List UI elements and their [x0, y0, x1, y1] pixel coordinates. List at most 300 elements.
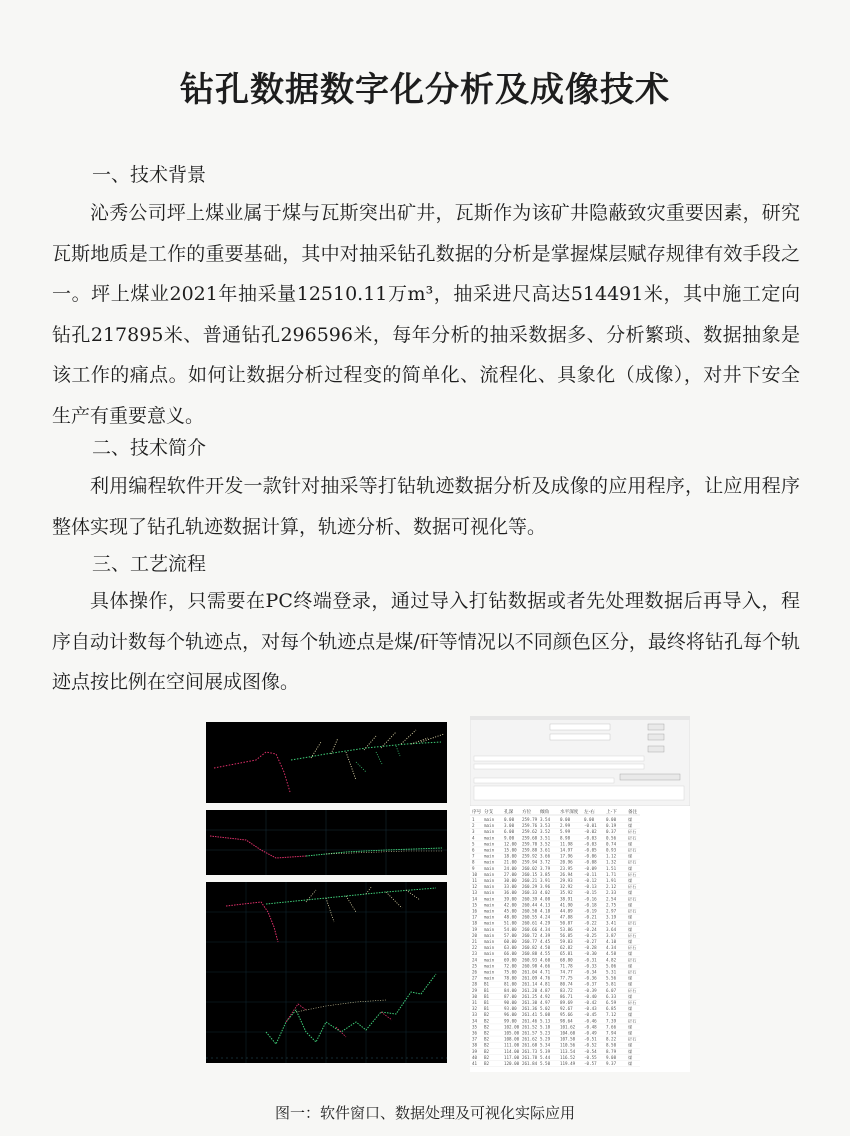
sheet-cell: 6.33 — [606, 993, 617, 999]
sheet-cell: -0.34 — [584, 969, 597, 975]
software-window-screenshot — [470, 716, 690, 1072]
sheet-cell: 4.39 — [540, 932, 551, 938]
sheet-cell: 42.00 — [504, 902, 517, 908]
sheet-cell: 21.00 — [504, 859, 517, 865]
sheet-cell: 35 — [472, 1024, 478, 1030]
sheet-cell: 0.00 — [584, 817, 595, 822]
sheet-cell: 煤 — [628, 926, 633, 932]
sheet-cell: 5.31 — [606, 969, 617, 975]
sheet-cell: main — [484, 884, 495, 890]
sheet-cell: -0.46 — [584, 1018, 597, 1024]
sheet-cell: 7.39 — [606, 1018, 617, 1024]
sheet-cell: 10 — [472, 871, 478, 877]
sheet-cell: 8 — [472, 859, 475, 865]
sheet-cell: 矸石 — [628, 896, 637, 902]
sheet-cell: 89.69 — [560, 1000, 573, 1005]
sheet-cell: B1 — [484, 1006, 490, 1012]
sheet-cell: 3.64 — [606, 926, 617, 932]
sheet-cell: 4.18 — [540, 908, 551, 914]
sheet-cell: 4.58 — [606, 951, 617, 957]
sheet-cell: 4.71 — [540, 969, 551, 975]
sheet-cell: -0.21 — [584, 914, 597, 920]
sheet-cell: 50.87 — [560, 920, 573, 926]
sheet-cell: main — [484, 829, 495, 835]
sheet-cell: 15.00 — [504, 847, 517, 853]
sheet-cell: 5.34 — [540, 1042, 551, 1048]
sheet-cell: -0.36 — [584, 975, 597, 981]
sheet-cell: 77.75 — [560, 975, 573, 981]
sheet-cell: main — [484, 914, 495, 920]
sheet-cell: 煤 — [628, 823, 633, 829]
section-heading-process: 三、工艺流程 — [92, 553, 207, 575]
sheet-cell: B1 — [484, 981, 490, 987]
sheet-cell: 2.99 — [560, 823, 571, 829]
sheet-cell: 4.76 — [540, 975, 551, 981]
sheet-cell: 6.85 — [606, 1006, 617, 1012]
sheet-cell: 22 — [472, 945, 478, 951]
sheet-cell: main — [484, 902, 495, 908]
sheet-cell: 16 — [472, 908, 478, 914]
sheet-cell: 1.32 — [606, 859, 617, 865]
sheet-cell: 261.73 — [522, 1048, 538, 1054]
sheet-cell: 5.18 — [540, 1024, 551, 1030]
sheet-cell: 260.50 — [522, 908, 538, 914]
sheet-cell: main — [484, 823, 495, 829]
sheet-cell: -0.31 — [584, 957, 597, 963]
sheet-cell: 0.00 — [504, 817, 515, 822]
sheet-cell: B2 — [484, 1036, 490, 1042]
sheet-cell: 261.14 — [522, 981, 538, 987]
sheet-cell: main — [484, 865, 495, 871]
sheet-cell: 煤 — [628, 817, 633, 822]
sheet-cell: -0.54 — [584, 1048, 597, 1054]
sheet-cell: 86.71 — [560, 993, 573, 999]
sheet-cell: 4.55 — [540, 951, 551, 957]
software-window — [470, 716, 690, 806]
sheet-cell: 煤 — [628, 841, 633, 847]
sheet-cell: -0.48 — [584, 1024, 597, 1030]
sheet-cell: 19 — [472, 926, 478, 932]
sheet-cell: 11 — [472, 878, 478, 883]
sheet-cell: 6.00 — [504, 829, 515, 835]
sheet-cell: 17.96 — [560, 853, 573, 859]
sheet-cell: 5.29 — [540, 1036, 551, 1042]
sheet-cell: 38.91 — [560, 896, 573, 902]
sheet-cell: 4.92 — [540, 993, 551, 999]
sheet-cell: 4.29 — [540, 920, 551, 926]
sheet-cell: 煤 — [628, 878, 633, 883]
sheet-cell: main — [484, 975, 495, 981]
sheet-cell: 90.00 — [504, 1000, 517, 1005]
sheet-cell: 75.00 — [504, 969, 517, 975]
sheet-cell: 9 — [472, 865, 475, 871]
sheet-cell: 261.62 — [522, 1036, 538, 1042]
sheet-cell: -0.03 — [584, 841, 597, 847]
sheet-cell: 31 — [472, 1000, 478, 1005]
sheet-cell: 40 — [472, 1054, 478, 1060]
sheet-cell: 120.00 — [504, 1061, 520, 1066]
sheet-cell: 80.74 — [560, 981, 573, 987]
sheet-cell: -0.24 — [584, 926, 597, 932]
sheet-cell: 5.02 — [540, 1006, 551, 1012]
sheet-cell: 矸石 — [628, 884, 637, 890]
sheet-cell: -0.19 — [584, 908, 597, 914]
sheet-cell: 14.97 — [560, 847, 573, 853]
sheet-cell: 8.79 — [606, 1048, 617, 1054]
sheet-cell: 3.72 — [540, 859, 551, 865]
sheet-cell: 12.00 — [504, 841, 517, 847]
sheet-cell: 28 — [472, 981, 478, 987]
sheet-cell: 96.00 — [504, 1012, 517, 1018]
sheet-cell: 煤 — [628, 902, 633, 908]
sheet-cell: main — [484, 878, 495, 883]
sheet-cell: -0.03 — [584, 835, 597, 841]
sheet-cell: 1.51 — [606, 865, 617, 871]
sheet-cell: 煤 — [628, 865, 633, 871]
sheet-cell: 260.29 — [522, 884, 538, 890]
sheet-cell: 4.10 — [606, 939, 617, 944]
sheet-cell: 0.00 — [606, 817, 617, 822]
sheet-cell: 45.00 — [504, 908, 517, 914]
sheet-cell: 煤 — [628, 914, 633, 920]
sheet-cell: 81.00 — [504, 981, 517, 987]
page-title: 钻孔数据数字化分析及成像技术 — [180, 70, 670, 110]
sheet-cell: 煤 — [628, 1061, 633, 1066]
sheet-cell: 41 — [472, 1061, 478, 1066]
sheet-cell: 35.92 — [560, 890, 573, 896]
sheet-cell: 83.72 — [560, 987, 573, 993]
sheet-cell: 4.08 — [540, 896, 551, 902]
sheet-cell: 259.79 — [522, 817, 538, 822]
sheet-cell: main — [484, 932, 495, 938]
sheet-cell: 63.00 — [504, 945, 517, 951]
sheet-cell: 32 — [472, 1006, 478, 1012]
trajectory-3d-view — [206, 882, 447, 1063]
sheet-cell: main — [484, 817, 495, 822]
sheet-cell: -0.43 — [584, 1006, 597, 1012]
sheet-cell: 17 — [472, 914, 478, 920]
sheet-cell: 矸石 — [628, 987, 637, 993]
sheet-cell: 7.12 — [606, 1012, 617, 1018]
sheet-cell: main — [484, 871, 495, 877]
sheet-cell: 62.82 — [560, 945, 573, 951]
sheet-cell: B2 — [484, 1048, 490, 1054]
sheet-cell: -0.51 — [584, 1036, 597, 1042]
sheet-cell: -0.39 — [584, 987, 597, 993]
sheet-cell: 37 — [472, 1036, 478, 1042]
sheet-cell: 99.00 — [504, 1018, 517, 1024]
sheet-cell: 煤 — [628, 853, 633, 859]
sheet-cell: 3.52 — [540, 829, 551, 835]
sheet-cell: 3.87 — [606, 932, 617, 938]
sheet-header-cell: 方位 — [522, 810, 532, 815]
sheet-cell: 261.04 — [522, 969, 538, 975]
sheet-cell: 0.37 — [606, 829, 617, 835]
sheet-cell: 18.00 — [504, 853, 517, 859]
sheet-header-cell: 序号 — [472, 810, 482, 815]
sheet-cell: 矸石 — [628, 829, 637, 835]
sheet-cell: -0.08 — [584, 859, 597, 865]
sheet-cell: 3.79 — [540, 865, 551, 871]
sheet-cell: 4.97 — [540, 1000, 551, 1005]
sheet-cell: -0.33 — [584, 963, 597, 969]
sheet-cell: 煤 — [628, 981, 633, 987]
sheet-cell: -0.27 — [584, 939, 597, 944]
sheet-cell: 2 — [472, 823, 475, 829]
sheet-cell: 4.60 — [540, 957, 551, 963]
sheet-cell: 2.33 — [606, 890, 617, 896]
sheet-cell: 煤 — [628, 1048, 633, 1054]
sheet-cell: 5.56 — [606, 975, 617, 981]
sheet-cell: 2.54 — [606, 896, 617, 902]
sheet-header-cell: 左-右 — [584, 810, 595, 815]
sheet-cell: 29 — [472, 987, 478, 993]
sheet-cell: B2 — [484, 1042, 490, 1048]
section-heading-intro: 二、技术简介 — [92, 437, 207, 459]
sheet-cell: main — [484, 963, 495, 969]
sheet-cell: 66.00 — [504, 951, 517, 957]
sheet-cell: main — [484, 835, 495, 841]
sheet-cell: 5.39 — [540, 1048, 551, 1054]
sheet-cell: -0.16 — [584, 896, 597, 902]
sheet-cell: 矸石 — [628, 835, 637, 841]
sheet-cell: 260.72 — [522, 932, 538, 938]
sheet-header-cell: 备注 — [628, 810, 638, 815]
sheet-cell: 260.98 — [522, 963, 538, 969]
sheet-cell: 9.08 — [606, 1054, 617, 1060]
sheet-cell: 57.00 — [504, 932, 517, 938]
sheet-cell: 92.67 — [560, 1006, 573, 1012]
sheet-cell: 4.87 — [540, 987, 551, 993]
sheet-cell: 261.78 — [522, 1054, 538, 1060]
sheet-cell: 111.00 — [504, 1042, 520, 1048]
sheet-cell: 259.88 — [522, 847, 538, 853]
sheet-cell: main — [484, 890, 495, 896]
sheet-cell: 20.96 — [560, 859, 573, 865]
sheet-cell: 87.00 — [504, 993, 517, 999]
sheet-cell: 72.00 — [504, 963, 517, 969]
sheet-cell: 9.00 — [504, 835, 515, 841]
sheet-cell: 2.97 — [606, 908, 617, 914]
sheet-cell: 煤 — [628, 1012, 633, 1018]
sheet-cell: 4.82 — [606, 957, 617, 963]
sheet-cell: 5.99 — [560, 829, 571, 835]
sheet-cell: 29.93 — [560, 878, 573, 883]
sheet-cell: -0.55 — [584, 1054, 597, 1060]
sheet-cell: 煤 — [628, 939, 633, 944]
section-text-background: 沁秀公司坪上煤业属于煤与瓦斯突出矿井，瓦斯作为该矿井隐蔽致灾重要因素，研究瓦斯地质是工作的重要基础，其中对抽采钻孔数据的分析是掌握煤层赋存规律有效手段之一。坪上煤业2021年抽采量12510.11万m³，抽采进尺高达514491米，其中施工定向钻孔217895米、普通钻孔296596米，每年分析的抽采数据多、分析繁琐、数据抽象是该工作的痛点。如何让数据分析过程变的简单化、流程化、具象化（成像），对井下安全生产有重要意义。 — [52, 202, 800, 427]
sheet-cell: 5.08 — [540, 1012, 551, 1018]
sheet-cell: 105.00 — [504, 1030, 520, 1036]
sheet-cell: 23.95 — [560, 865, 573, 871]
sheet-cell: 矸石 — [628, 1036, 637, 1042]
sheet-cell: 59.83 — [560, 939, 573, 944]
sheet-cell: 260.39 — [522, 896, 538, 902]
sheet-cell: 261.57 — [522, 1030, 538, 1036]
sheet-cell: 矸石 — [628, 871, 637, 877]
sheet-cell: 27 — [472, 975, 478, 981]
sheet-cell: 矸石 — [628, 920, 637, 926]
section-heading-background: 一、技术背景 — [92, 164, 207, 186]
sheet-cell: 260.88 — [522, 951, 538, 957]
sheet-cell: 1 — [472, 817, 475, 822]
sheet-cell: 7.66 — [606, 1024, 617, 1030]
sheet-cell: 44.89 — [560, 908, 573, 914]
sheet-cell: 矸石 — [628, 932, 637, 938]
sheet-cell: 8.50 — [606, 1042, 617, 1048]
sheet-cell: 260.02 — [522, 865, 538, 871]
sheet-cell: 68.80 — [560, 957, 573, 963]
sheet-cell: 6.07 — [606, 987, 617, 993]
sheet-cell: 8.22 — [606, 1036, 617, 1042]
sheet-cell: 煤 — [628, 1054, 633, 1060]
sheet-cell: 3.96 — [540, 884, 551, 890]
sheet-cell: 3.91 — [540, 878, 551, 883]
sheet-cell: 260.55 — [522, 914, 538, 920]
sheet-cell: 101.62 — [560, 1024, 576, 1030]
sheet-cell: 78.00 — [504, 975, 517, 981]
sheet-cell: 34 — [472, 1018, 478, 1024]
sheet-cell: 41.90 — [560, 902, 573, 908]
sheet-cell: 2.12 — [606, 884, 617, 890]
sheet-cell: main — [484, 896, 495, 902]
sheet-cell: 260.33 — [522, 890, 538, 896]
sheet-cell: 5.23 — [540, 1030, 551, 1036]
sheet-cell: 7 — [472, 853, 475, 859]
sheet-cell: 38 — [472, 1042, 478, 1048]
sheet-cell: 54.00 — [504, 926, 517, 932]
sheet-cell: 33.00 — [504, 884, 517, 890]
sheet-cell: 261.30 — [522, 1000, 538, 1005]
sheet-cell: 煤 — [628, 993, 633, 999]
sheet-cell: B2 — [484, 1054, 490, 1060]
sheet-cell: 71.78 — [560, 963, 573, 969]
sheet-cell: 51.00 — [504, 920, 517, 926]
sheet-cell: 119.49 — [560, 1061, 576, 1066]
sheet-cell: 3.51 — [540, 835, 551, 841]
sheet-cell: main — [484, 945, 495, 951]
sheet-cell: main — [484, 841, 495, 847]
sheet-cell: 3.19 — [606, 914, 617, 920]
sheet-cell: main — [484, 951, 495, 957]
sheet-cell: 24 — [472, 957, 478, 963]
sheet-cell: 6.59 — [606, 1000, 617, 1005]
sheet-cell: 39.00 — [504, 896, 517, 902]
sheet-cell: 261.84 — [522, 1061, 538, 1066]
sheet-cell: 煤 — [628, 890, 633, 896]
sheet-cell: 260.61 — [522, 920, 538, 926]
sheet-cell: main — [484, 853, 495, 859]
sheet-cell: B2 — [484, 1061, 490, 1066]
sheet-cell: 113.54 — [560, 1048, 576, 1054]
sheet-cell: 102.00 — [504, 1024, 520, 1030]
sheet-cell: 259.62 — [522, 829, 538, 835]
sheet-cell: 5.50 — [540, 1061, 551, 1066]
sheet-header-cell: 分支 — [484, 810, 494, 815]
sheet-cell: -0.12 — [584, 878, 597, 883]
sheet-cell: 47.88 — [560, 914, 573, 920]
sheet-cell: 3.41 — [606, 920, 617, 926]
sheet-cell: 3.54 — [540, 817, 551, 822]
sheet-cell: -0.18 — [584, 902, 597, 908]
sheet-cell: 煤 — [628, 975, 633, 981]
section-text-intro: 利用编程软件开发一款针对抽采等打钻轨迹数据分析及成像的应用程序，让应用程序整体实现了钻孔轨迹数据计算，轨迹分析、数据可视化等。 — [52, 475, 800, 538]
sheet-cell: 260.15 — [522, 871, 538, 877]
sheet-cell: 74.77 — [560, 969, 573, 975]
sheet-cell: 0.00 — [560, 817, 571, 822]
sheet-cell: 93.00 — [504, 1006, 517, 1012]
sheet-cell: -0.13 — [584, 884, 597, 890]
sheet-cell: -0.57 — [584, 1061, 597, 1066]
sheet-cell: B2 — [484, 1030, 490, 1036]
sheet-cell: 4.81 — [540, 981, 551, 987]
sheet-cell: -0.01 — [584, 823, 597, 829]
sheet-cell: 33 — [472, 1012, 478, 1018]
sheet-cell: 6 — [472, 847, 475, 853]
sheet-cell: 12 — [472, 884, 478, 890]
section-text-process: 具体操作，只需要在PC终端登录，通过导入打钻数据或者先处理数据后再导入，程序自动计数每个轨迹点，对每个轨迹点是煤/矸等情况以不同颜色区分，最终将钻孔每个轨迹点按比例在空间展成图像。 — [52, 590, 800, 693]
sheet-cell: 114.00 — [504, 1048, 520, 1054]
sheet-cell: 8.98 — [560, 835, 571, 841]
sheet-cell: 60.00 — [504, 939, 517, 944]
trajectory-profile-view — [206, 810, 447, 875]
sheet-cell: -0.40 — [584, 993, 597, 999]
sheet-cell: -0.37 — [584, 981, 597, 987]
sheet-cell: -0.49 — [584, 1030, 597, 1036]
sheet-cell: 3.53 — [540, 823, 551, 829]
sheet-cell: 261.09 — [522, 975, 538, 981]
sheet-cell: 259.68 — [522, 835, 538, 841]
sheet-cell: 3.66 — [540, 853, 551, 859]
sheet-cell: 261.20 — [522, 987, 538, 993]
sheet-cell: 煤 — [628, 1006, 633, 1012]
sheet-cell: 5.81 — [606, 981, 617, 987]
sheet-cell: -0.52 — [584, 1042, 597, 1048]
trajectory-plan-view — [206, 722, 447, 803]
sheet-cell: 261.25 — [522, 993, 538, 999]
sheet-cell: B2 — [484, 1012, 490, 1018]
sheet-cell: 259.92 — [522, 853, 538, 859]
sheet-cell: 107.58 — [560, 1036, 576, 1042]
sheet-cell: 36.00 — [504, 890, 517, 896]
sheet-cell: 4.02 — [540, 890, 551, 896]
sheet-cell: 矸石 — [628, 847, 637, 853]
sheet-header-cell: 倾角 — [540, 810, 550, 815]
sheet-cell: -0.09 — [584, 865, 597, 871]
sheet-cell: 0.19 — [606, 823, 617, 829]
sheet-cell: 2.75 — [606, 902, 617, 908]
sheet-cell: -0.05 — [584, 847, 597, 853]
sheet-cell: 9.37 — [606, 1061, 617, 1066]
sheet-cell: main — [484, 969, 495, 975]
sheet-cell: 259.94 — [522, 859, 538, 865]
sheet-cell: 4.34 — [606, 945, 617, 951]
sheet-cell: 矸石 — [628, 969, 637, 975]
sheet-cell: B2 — [484, 1024, 490, 1030]
sheet-cell: 20 — [472, 932, 478, 938]
sheet-cell: main — [484, 957, 495, 963]
sheet-cell: 4.13 — [540, 902, 551, 908]
sheet-cell: 36 — [472, 1030, 478, 1036]
sheet-cell: 39 — [472, 1048, 478, 1054]
sheet-cell: 3.85 — [540, 871, 551, 877]
sheet-cell: 30.00 — [504, 878, 517, 883]
sheet-header-cell: 水平深度 — [560, 810, 579, 815]
sheet-cell: 矸石 — [628, 908, 637, 914]
sheet-cell: -0.45 — [584, 1012, 597, 1018]
sheet-cell: -0.11 — [584, 871, 597, 877]
sheet-cell: 18 — [472, 920, 478, 926]
